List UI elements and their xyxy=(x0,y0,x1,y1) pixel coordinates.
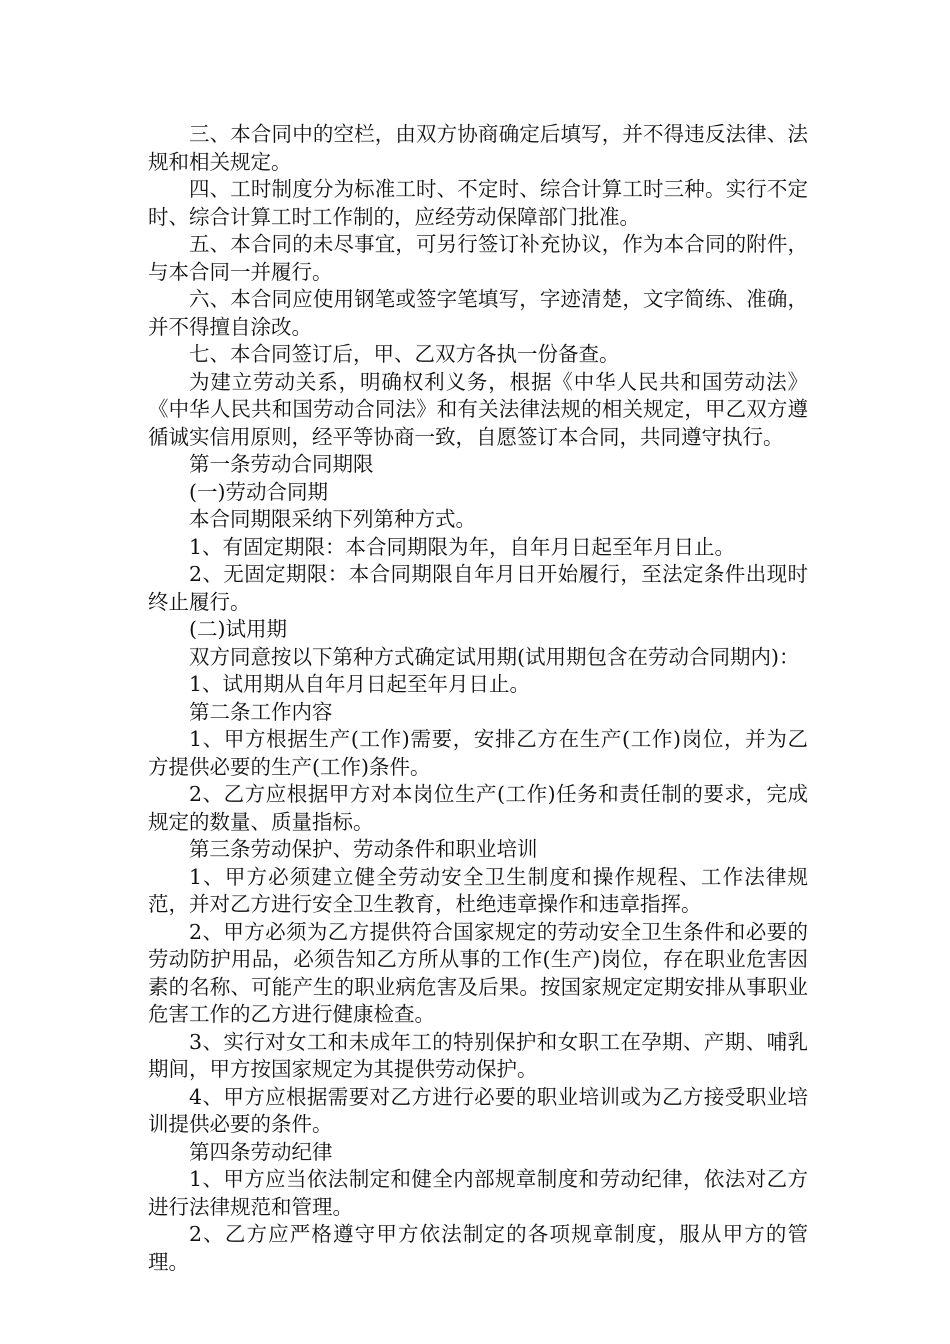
list-item: 1、甲方应当依法制定和健全内部规章制度和劳动纪律，依法对乙方进行法律规范和管理。 xyxy=(148,1167,808,1219)
paragraph: 为建立劳动关系，明确权利义务，根据《中华人民共和国劳动法》《中华人民共和国劳动合同法》和有关法律法规的相关规定，甲乙双方遵循诚实信用原则，经平等协商一致，自愿签订本合同，共同遵守执行。 xyxy=(148,369,808,449)
paragraph: 四、工时制度分为标准工时、不定时、综合计算工时三种。实行不定时、综合计算工时工作制的，应经劳动保障部门批准。 xyxy=(148,177,808,229)
paragraph: 五、本合同的未尽事宜，可另行签订补充协议，作为本合同的附件，与本合同一并履行。 xyxy=(148,232,808,284)
list-item: 4、甲方应根据需要对乙方进行必要的职业培训或为乙方接受职业培训提供必要的条件。 xyxy=(148,1084,808,1136)
paragraph: 六、本合同应使用钢笔或签字笔填写，字迹清楚，文字简练、准确，并不得擅自涂改。 xyxy=(148,287,808,339)
list-item: 3、实行对女工和未成年工的特别保护和女职工在孕期、产期、哺乳期间，甲方按国家规定为其提供劳动保护。 xyxy=(148,1029,808,1081)
subsection-heading: (一)劳动合同期 xyxy=(189,479,328,504)
paragraph: 本合同期限采纳下列第种方式。 xyxy=(189,507,476,531)
paragraph: 双方同意按以下第种方式确定试用期(试用期包含在劳动合同期内)： xyxy=(189,644,800,669)
section-heading: 第三条劳动保护、劳动条件和职业培训 xyxy=(189,837,538,861)
list-item: 2、乙方应根据甲方对本岗位生产(工作)任务和责任制的要求，完成规定的数量、质量指标。 xyxy=(148,782,808,834)
list-item: 2、甲方必须为乙方提供符合国家规定的劳动安全卫生条件和必要的劳动防护用品，必须告知乙方所从事的工作(生产)岗位，存在职业危害因素的名称、可能产生的职业病危害及后果。按国家规定定期安排从事职业危害工作的乙方进行健康检查。 xyxy=(148,919,808,1026)
list-item: 1、甲方根据生产(工作)需要，安排乙方在生产(工作)岗位，并为乙方提供必要的生产(工作)条件。 xyxy=(148,727,808,779)
document-body xyxy=(148,121,808,1276)
section-heading: 第二条工作内容 xyxy=(189,699,333,724)
section-heading: 第四条劳动纪律 xyxy=(189,1139,333,1164)
paragraph: 三、本合同中的空栏，由双方协商确定后填写，并不得违反法律、法规和相关规定。 xyxy=(148,122,808,174)
list-item: 1、有固定期限：本合同期限为年，自年月日起至年月日止。 xyxy=(189,534,736,559)
list-item: 2、无固定期限：本合同期限自年月日开始履行，至法定条件出现时终止履行。 xyxy=(148,562,808,614)
subsection-heading: (二)试用期 xyxy=(189,617,287,641)
list-item: 1、甲方必须建立健全劳动安全卫生制度和操作规程、工作法律规范，并对乙方进行安全卫生教育，杜绝违章操作和违章指挥。 xyxy=(148,864,808,916)
list-item: 1、试用期从自年月日起至年月日止。 xyxy=(189,672,531,696)
paragraph: 七、本合同签订后，甲、乙双方各执一份备查。 xyxy=(189,342,620,366)
section-heading: 第一条劳动合同期限 xyxy=(189,452,374,476)
list-item: 2、乙方应严格遵守甲方依法制定的各项规章制度，服从甲方的管理。 xyxy=(148,1222,808,1274)
